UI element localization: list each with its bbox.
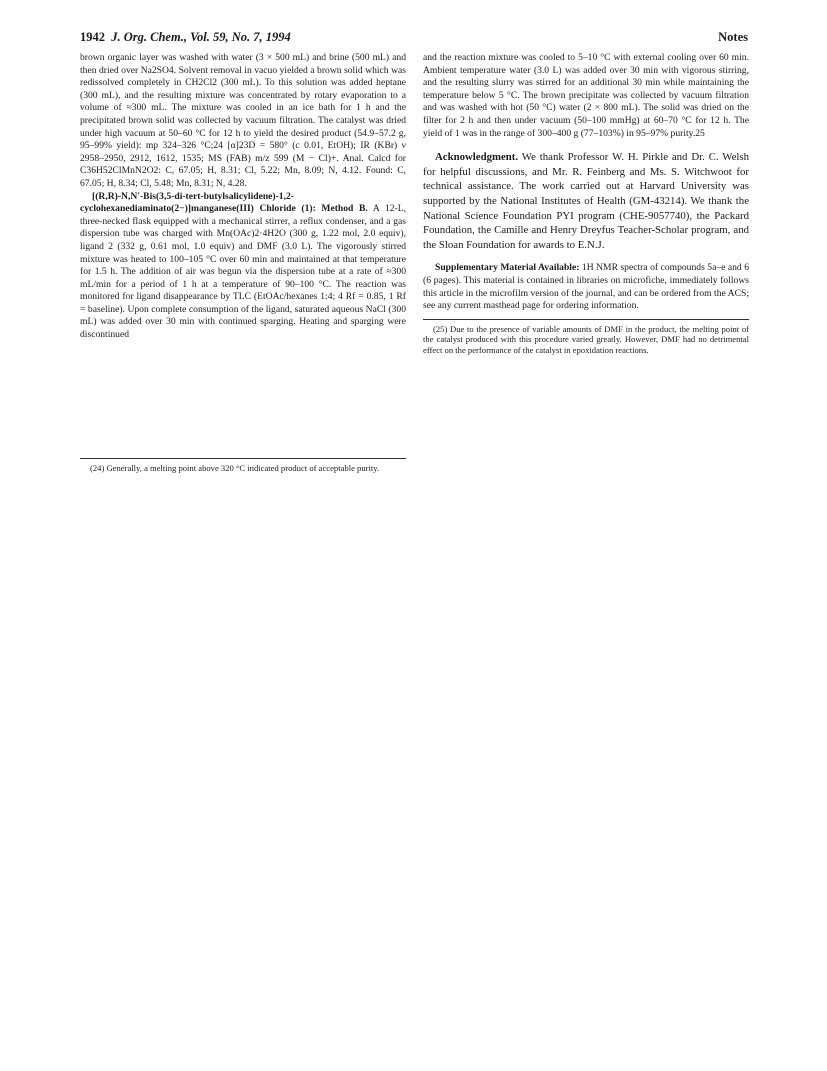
left-footnotes — [80, 452, 406, 474]
right-column — [423, 52, 749, 355]
supp-label: Supplementary Material Available: — [435, 262, 580, 274]
method-b-text: A 12-L, three-necked flask equipped with a mechanical stirrer, a reflux condenser, and a gas dispersion tube was charged with Mn(OAc)2·4H2O (300 g, 1.22 mol, 2.0 equiv), ligand 2 (332 g, 0.61 mol, 1.0 equiv) and DMF (3.0 L). The vigorously stirred mixture was heated to 100–105 °C over 60 min and maintained at that temperature for 1.5 h. The addition of air was begun via the dispersion tube at a rate of ≈300 mL/min for a period of 1 h at a temperature of 90–100 °C. The reaction was monitored for ligand disappearance by TLC (EtOAc/hexanes 1:4; 4 Rf = 0.85, 1 Rf = baseline). Upon complete consumption of the ligand, saturated aqueous NaCl (300 mL) was added over 30 min with continued sparging. Heating and sparging were discontinued — [80, 203, 406, 341]
footnote-24: (24) Generally, a melting point above 320 °C indicated product of acceptable purity. — [90, 463, 380, 473]
footnote-rule — [80, 458, 406, 459]
compound-heading: [(R,R)-N,N′-Bis(3,5-di-tert-butylsalicylidene)-1,2-cyclohexanediaminato(2−)]manganese(III) Chloride (1): Method B. — [80, 190, 368, 215]
right-para-1: and the reaction mixture was cooled to 5–10 °C with external cooling over 60 min. Ambient temperature water (3.0 L) was added over 30 min with vigorous stirring, and the resulting slurry was stirred for an additional 30 min while maintaining the temperature below 5 °C. The brown precipitate was collected by vacuum filtration and was washed with hot (50 °C) water (2 × 800 mL). The solid was dried on the filter for 2 h and then under vacuum (50–100 mmHg) at 60–70 °C for 12 h. The yield of 1 was in the range of 300–400 g (77–103%) in 95–97% purity.25 — [423, 52, 749, 139]
supplementary-material — [423, 262, 749, 312]
ack-label: Acknowledgment. — [435, 151, 519, 164]
supp-text: 1H NMR spectra of compounds 5a–e and 6 (6 pages). This material is contained in libraries on microfiche, immediately follows this article in the microfilm version of the journal, and can be ordered from the ACS; see any current masthead page for ordering information. — [423, 262, 749, 312]
acknowledgment — [423, 150, 749, 252]
footnote-25: (25) Due to the presence of variable amounts of DMF in the product, the melting point of the catalyst produced with this procedure varied greatly. However, DMF had no detrimental effect on the performance of the catalyst in epoxidation reactions. — [423, 323, 749, 355]
page-header — [80, 30, 748, 48]
left-para-1: brown organic layer was washed with water (3 × 500 mL) and brine (500 mL) and then dried over Na2SO4. Solvent removal in vacuo yielded a brown solid which was redissolved completely in CH2Cl2 (300 mL). To this solution was added heptane (300 mL), and the resulting mixture was concentrated by rotary evaporation to a volume of ≈300 mL. The mixture was cooled in an ice bath for 1 h and the precipitated brown solid was collected by vacuum filtration. The catalyst was dried under high vacuum at 50–60 °C for 12 h to yield the desired product (54.9–57.2 g, 95–99% yield): mp 324–326 °C;24 [α]23D = 580° (c 0.01, EtOH); IR (KBr) ν 2958–2950, 2912, 1612, 1535; MS (FAB) m/z 599 (M − Cl)+. Anal. Calcd for C36H52ClMnN2O2: C, 67.05; H, 8.31; Cl, 5.22; Mn, 8.09; N, 4.12. Found: C, 67.05; H, 8.34; Cl, 5.48; Mn, 8.31; N, 4.28. — [80, 52, 406, 189]
journal-citation: J. Org. Chem., Vol. 59, No. 7, 1994 — [111, 30, 291, 44]
left-column — [80, 52, 406, 473]
left-para-2 — [80, 191, 406, 342]
header-left — [80, 30, 291, 45]
footnote-rule-right — [423, 319, 749, 320]
page-number: 1942 — [80, 30, 105, 44]
ack-text: We thank Professor W. H. Pirkle and Dr. C. Welsh for helpful discussions, and Mr. R. Feinberg and Ms. S. Witchwoot for technical assistance. The work carried out at Harvard University was supported by the National Institutes of Health (GM-43214). We thank the National Science Foundation PYI program (CHE-9057740), the Packard Foundation, the Camille and Henry Dreyfus Teacher-Scholar program, and the Sloan Foundation for awards to E.N.J. — [423, 151, 749, 251]
section-label: Notes — [718, 30, 748, 44]
